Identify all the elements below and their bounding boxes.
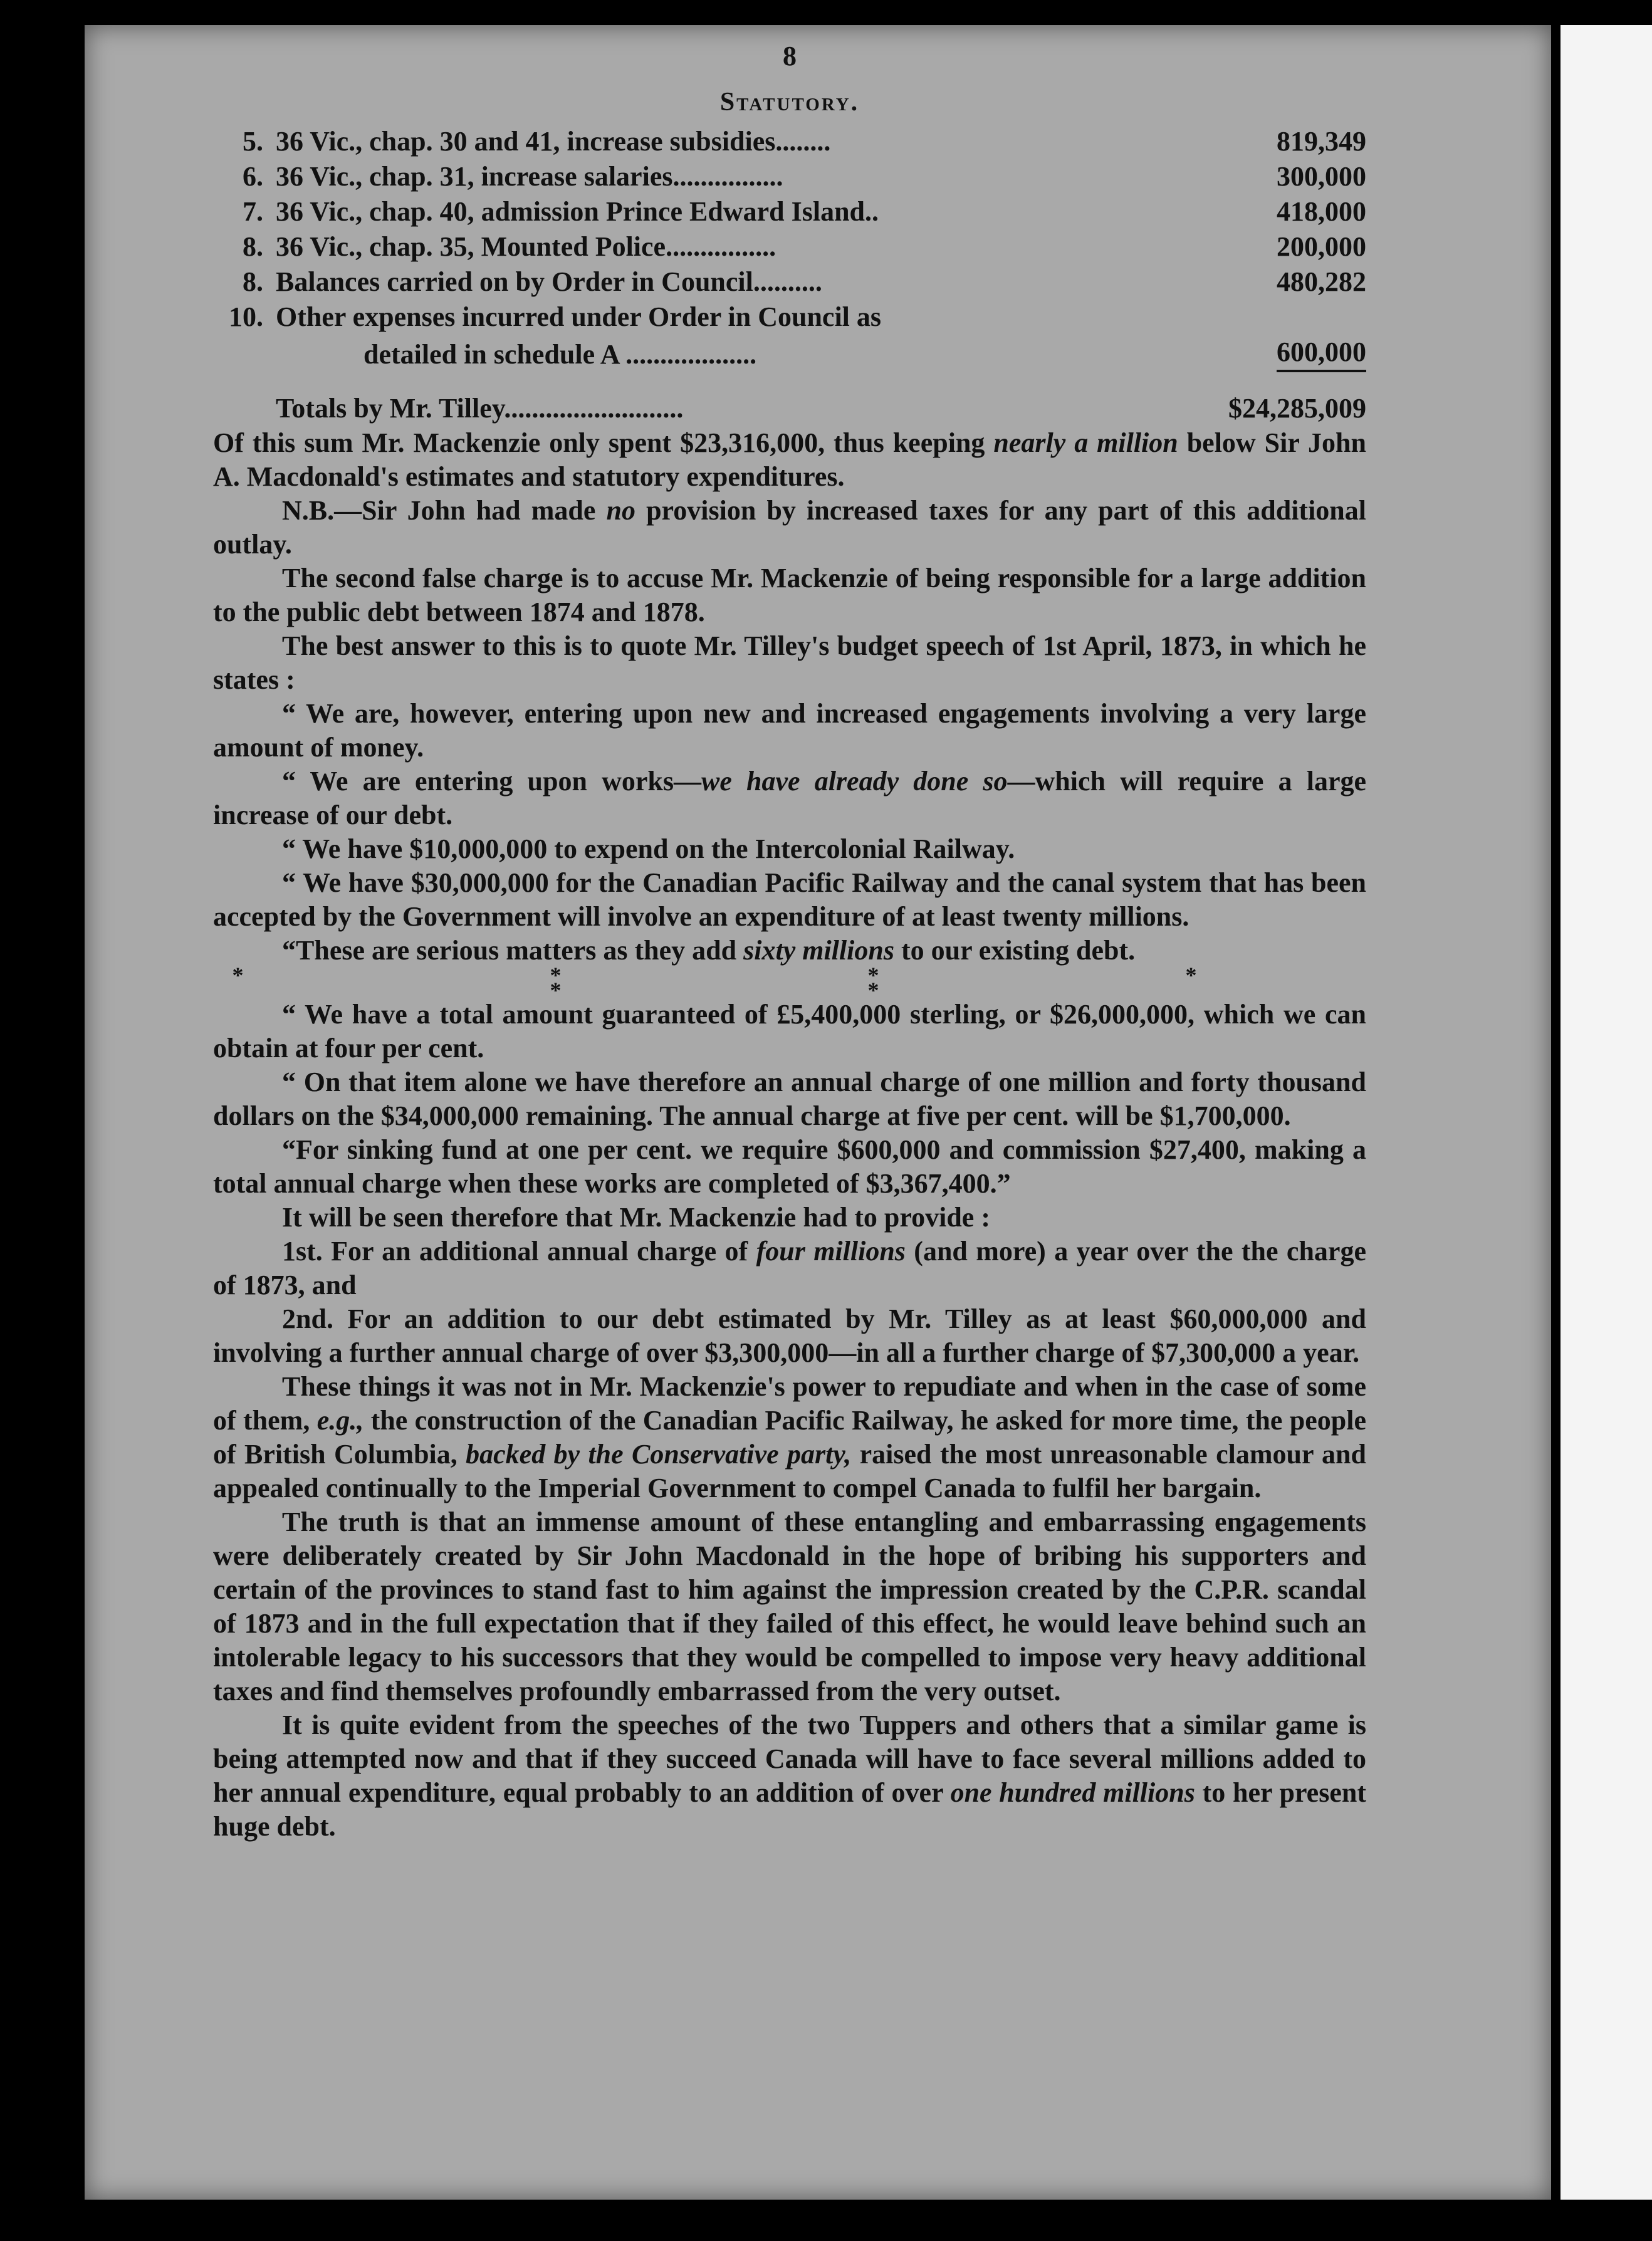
item-description: 36 Vic., chap. 35, Mounted Police................ [276, 231, 776, 262]
quote-paragraph: “These are serious matters as they add sixty millions to our existing debt. [282, 935, 1136, 966]
total-label: Totals by Mr. Tilley.......................... [276, 393, 684, 424]
paragraph: 2nd. For an addition to our debt estimated by Mr. Tilley as at least $60,000,000 and involving a further annual charge of over $3,300,000—in all a further charge of $7,300,000 a year. [213, 1303, 1366, 1368]
item-description: Balances carried on by Order in Council.......... [276, 266, 822, 297]
page-number: 8 [783, 41, 797, 71]
paragraph: It is quite evident from the speeches of the two Tuppers and others that a similar game is being attempted now and that if they succeed Canada will have to face several millions added to her annual expenditure, equal probably to an addition of over one hundred millions to her present huge debt. [213, 1710, 1366, 1842]
item-description: 36 Vic., chap. 30 and 41, increase subsidies........ [276, 126, 831, 157]
paragraph: The truth is that an immense amount of these entangling and embarrassing engagements were deliberately created by Sir John Macdonald in the hope of bribing his supporters and certain of the provinces to stand fast to him against the impression created by the C.P.R. scandal of 1873 and in the full expectation that if they failed of this effect, he would leave behind such an intolerable legacy to his successors that they would be compelled to impose very heavy additional taxes and find themselves profoundly embarrassed from the very outset. [213, 1507, 1366, 1706]
table-row [213, 124, 1366, 159]
item-number: 7. [243, 196, 263, 227]
quote-paragraph: “ On that item alone we have therefore an annual charge of one million and forty thousand dollars on the $34,000,000 remaining. The annual charge at five per cent. will be $1,700,000. [213, 1067, 1366, 1131]
item-amount: 418,000 [1277, 196, 1366, 227]
item-amount: 480,282 [1277, 266, 1366, 297]
table-row [213, 229, 1366, 264]
item-description: 36 Vic., chap. 40, admission Prince Edward Island.. [276, 196, 879, 227]
page-edge [1561, 25, 1652, 2200]
table-row [213, 335, 1366, 372]
quote-paragraph: “ We are, however, entering upon new and increased engagements involving a very large amount of money. [213, 698, 1366, 763]
page-content [213, 38, 1366, 1844]
total-row [213, 372, 1366, 426]
table-row [213, 300, 1366, 335]
table-row [213, 264, 1366, 300]
item-number: 6. [243, 161, 263, 192]
paragraph: The best answer to this is to quote Mr. Tilley's budget speech of 1st April, 1873, in which he states : [213, 630, 1366, 695]
item-description-continued: detailed in schedule A ................... [363, 339, 757, 370]
item-amount: 600,000 [1277, 335, 1366, 372]
quote-paragraph: “ We are entering upon works—we have already done so—which will require a large increase of our debt. [213, 766, 1366, 830]
item-amount: 819,349 [1277, 126, 1366, 157]
table-row [213, 159, 1366, 194]
item-amount: 300,000 [1277, 161, 1366, 192]
quote-paragraph: “ We have a total amount guaranteed of £5,400,000 sterling, or $26,000,000, which we can obtain at four per cent. [213, 999, 1366, 1063]
item-description: Other expenses incurred under Order in Council as [276, 301, 882, 332]
quote-paragraph: “ We have $10,000,000 to expend on the Intercolonial Railway. [282, 833, 1015, 864]
section-title: Statutory. [719, 88, 860, 117]
ellipsis-stars: * * * * * * [232, 963, 1347, 1003]
item-number: 8. [243, 231, 263, 262]
paragraph: 1st. For an additional annual charge of four millions (and more) a year over the the charge of 1873, and [213, 1236, 1366, 1300]
quote-paragraph: “For sinking fund at one per cent. we require $600,000 and commission $27,400, making a total annual charge when these works are completed of $3,367,400.” [213, 1134, 1366, 1199]
total-amount: $24,285,009 [1228, 393, 1366, 424]
statutory-table [213, 124, 1366, 426]
item-description: 36 Vic., chap. 31, increase salaries................ [276, 161, 783, 192]
item-number: 8. [243, 266, 263, 297]
paragraph: Of this sum Mr. Mackenzie only spent $23,316,000, thus keeping nearly a million below Sir John A. Macdonald's estimates and statutory expenditures. [213, 427, 1366, 492]
paragraph: N.B.—Sir John had made no provision by increased taxes for any part of this additional outlay. [213, 495, 1366, 560]
paragraph: The second false charge is to accuse Mr. Mackenzie of being responsible for a large addition to the public debt between 1874 and 1878. [213, 563, 1366, 627]
item-number: 5. [243, 126, 263, 157]
item-amount: 200,000 [1277, 231, 1366, 262]
paragraph: These things it was not in Mr. Mackenzie's power to repudiate and when in the case of some of them, e.g., the construction of the Canadian Pacific Railway, he asked for more time, the people of British Columbia, backed by the Conservative party, raised the most unreasonable clamour and appealed continually to the Imperial Government to compel Canada to fulfil her bargain. [213, 1371, 1366, 1503]
paragraph: It will be seen therefore that Mr. Mackenzie had to provide : [282, 1202, 990, 1233]
quote-paragraph: “ We have $30,000,000 for the Canadian Pacific Railway and the canal system that has been accepted by the Government will involve an expenditure of at least twenty millions. [213, 867, 1366, 932]
item-number: 10. [229, 301, 263, 332]
table-row [213, 194, 1366, 229]
